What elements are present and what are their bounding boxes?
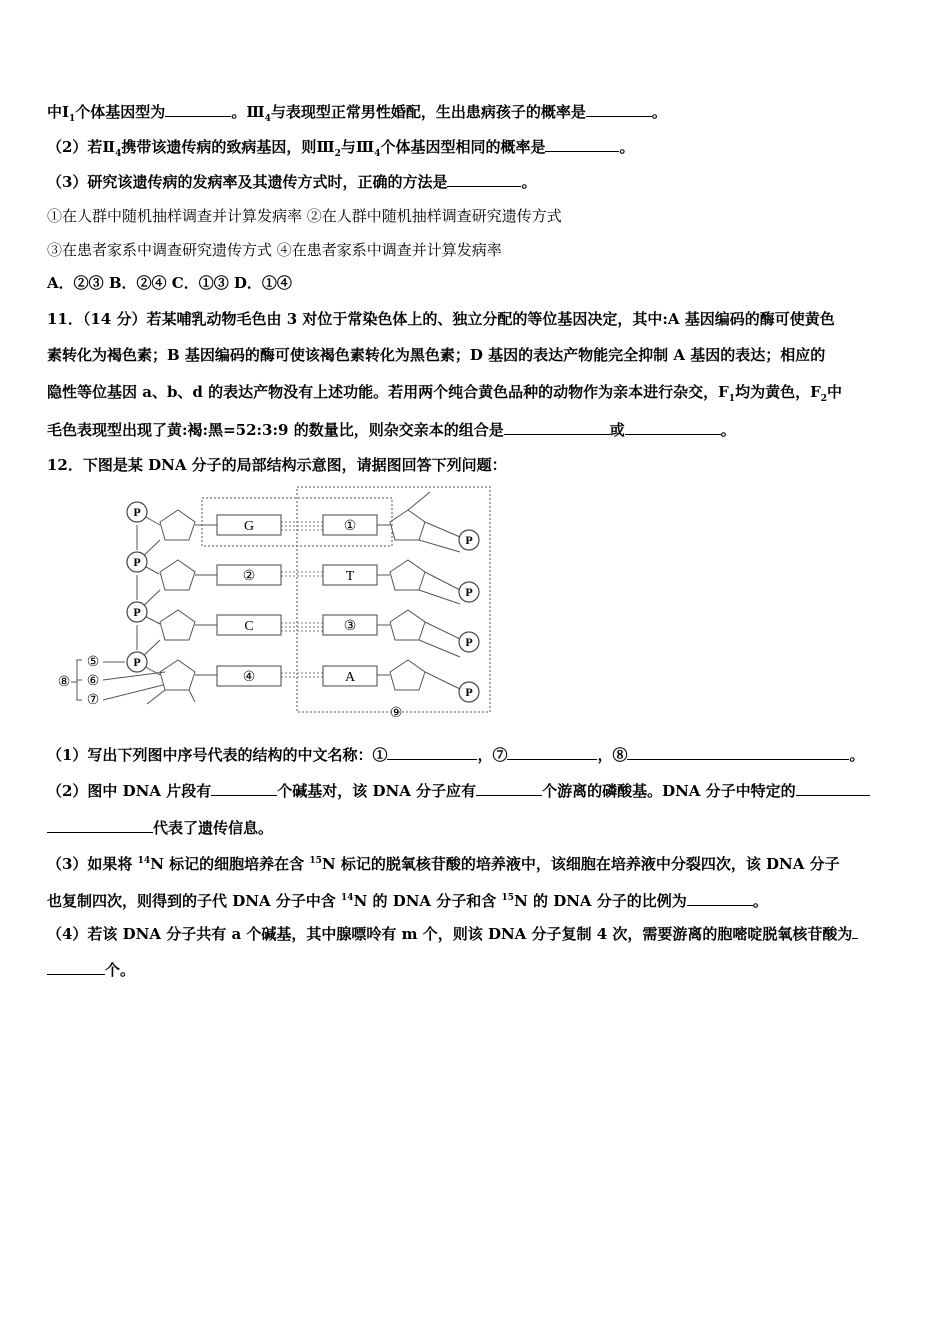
answer-blank[interactable] <box>211 781 277 796</box>
answer-blank[interactable] <box>47 960 105 975</box>
left-base-3: C <box>244 619 254 634</box>
q12-part1: （1）写出下列图中序号代表的结构的中文名称：① ，⑦ ，⑧ 。 <box>47 746 865 764</box>
answer-blank[interactable] <box>852 924 858 939</box>
answer-blank[interactable] <box>165 102 231 117</box>
q10-part2: （2）若$Ⅱ_4$携带该遗传病的致病基因，则$Ⅲ_2$与$Ⅲ_4$个体基因型相同的概率是 。 <box>47 138 635 159</box>
q10-choices: A．②③ B．②④ C．①③ D．①④ <box>47 274 292 292</box>
answer-blank[interactable] <box>625 420 721 435</box>
q12-part3: （3）如果将 $^{14}$N 标记的细胞培养在含 $^{15}$N 标记的脱氧核苷酸的培养液中，该细胞在培养液中分裂四次，该 DNA 分子 <box>47 855 840 873</box>
right-base-1: ① <box>343 519 357 534</box>
answer-blank[interactable] <box>504 420 610 435</box>
phosphate-label: P <box>465 533 473 547</box>
phosphate-label: P <box>465 685 473 699</box>
q11-line4: 毛色表现型出现了黄:褐:黑=52:3:9 的数量比，则杂交亲本的组合是 或 。 <box>47 421 736 439</box>
answer-blank[interactable] <box>387 745 477 760</box>
phosphate-label: P <box>465 635 473 649</box>
phosphate-label: P <box>133 505 141 519</box>
answer-blank[interactable] <box>447 172 521 187</box>
answer-blank[interactable] <box>507 745 597 760</box>
answer-blank[interactable] <box>687 891 753 906</box>
answer-blank[interactable] <box>586 102 652 117</box>
q12-part4: （4）若该 DNA 分子共有 a 个碱基，其中腺嘌呤有 m 个，则该 DNA 分子复制 4 次，需要游离的胞嘧啶脱氧核苷酸为 <box>47 924 858 944</box>
dna-structure-diagram <box>55 482 495 722</box>
phosphate-label: P <box>133 555 141 569</box>
phosphate-label: P <box>133 655 141 669</box>
answer-blank[interactable] <box>796 781 870 796</box>
label-9: ⑨ <box>389 706 403 721</box>
label-6: ⑥ <box>86 674 100 689</box>
q12-part2: （2）图中 DNA 片段有 个碱基对，该 DNA 分子应有 个游离的磷酸基。DNA 分子中特定的 <box>47 781 870 801</box>
right-base-4: A <box>344 670 356 685</box>
label-8: ⑧ <box>57 675 71 690</box>
left-base-2: ② <box>242 569 256 584</box>
answer-blank[interactable] <box>545 137 619 152</box>
q12-part4-cont: 个。 <box>47 960 135 980</box>
left-base-1: G <box>243 519 255 534</box>
answer-blank[interactable] <box>476 781 542 796</box>
right-base-2: T <box>345 569 355 584</box>
right-base-3: ③ <box>343 619 357 634</box>
phosphate-label: P <box>133 605 141 619</box>
label-5: ⑤ <box>86 655 100 670</box>
q11-line3: 隐性等位基因 a、b、d 的表达产物没有上述功能。若用两个纯合黄色品种的动物作为亲本进行杂交，$F_1$均为黄色，$F_2$中 <box>47 383 842 404</box>
q10-option-line2: ③在患者家系中调查研究遗传方式 ④在患者家系中调查并计算发病率 <box>47 241 502 259</box>
q10-line1: 中$Ⅰ_1$个体基因型为 。$Ⅲ_4$与表现型正常男性婚配，生出患病孩子的概率是 。 <box>47 103 667 124</box>
q10-part3: （3）研究该遗传病的发病率及其遗传方式时，正确的方法是 。 <box>47 173 537 191</box>
answer-blank[interactable] <box>47 818 153 833</box>
q11-line2: 素转化为褐色素；B 基因编码的酶可使该褐色素转化为黑色素；D 基因的表达产物能完全抑制 A 基因的表达；相应的 <box>47 346 826 364</box>
q12-intro: 12．下图是某 DNA 分子的局部结构示意图，请据图回答下列问题： <box>47 456 507 474</box>
answer-blank[interactable] <box>627 745 849 760</box>
q12-part2-cont: 代表了遗传信息。 <box>47 818 273 838</box>
q10-option-line1: ①在人群中随机抽样调查并计算发病率 ②在人群中随机抽样调查研究遗传方式 <box>47 207 562 225</box>
q11-line1: 11．（14 分）若某哺乳动物毛色由 3 对位于常染色体上的、独立分配的等位基因决定，其中:A 基因编码的酶可使黄色 <box>47 310 835 328</box>
q12-part3-cont: 也复制四次，则得到的子代 DNA 分子中含 $^{14}$N 的 DNA 分子和含 $^{15}$N 的 DNA 分子的比例为 。 <box>47 892 768 910</box>
phosphate-label: P <box>465 585 473 599</box>
left-base-4: ④ <box>242 670 256 685</box>
label-7: ⑦ <box>86 693 100 708</box>
